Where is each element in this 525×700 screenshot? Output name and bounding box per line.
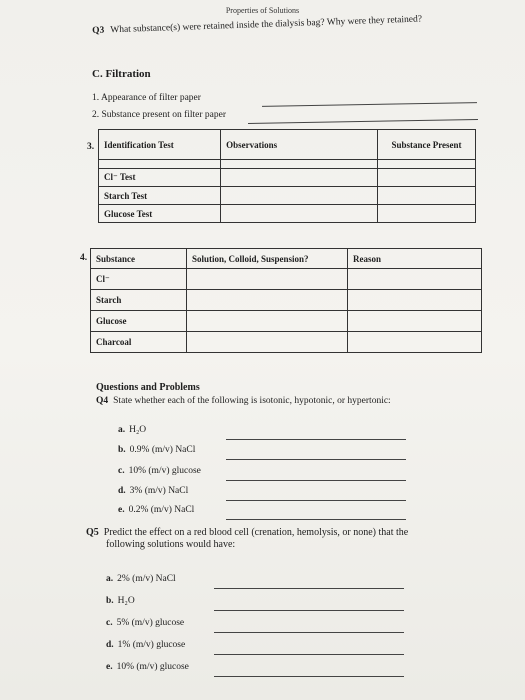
classification-table	[90, 248, 482, 353]
question-q5	[86, 527, 486, 551]
substance-cell[interactable]	[378, 187, 476, 205]
q5-line2: following solutions would have:	[106, 539, 236, 550]
identification-table	[98, 129, 476, 223]
answer-line-q4-a[interactable]	[226, 439, 406, 440]
table-header-cell: Observations	[221, 130, 378, 160]
table-header-cell: Solution, Colloid, Suspension?	[187, 249, 348, 269]
table-header-cell: Identification Test	[99, 130, 221, 160]
answer-line-q5-a[interactable]	[214, 588, 404, 589]
answer-line-q5-b[interactable]	[214, 610, 404, 611]
answer-line-filter-substance[interactable]	[248, 119, 478, 124]
classification-cell[interactable]	[187, 311, 348, 332]
reason-cell[interactable]	[348, 311, 482, 332]
table-cell: Charcoal	[91, 332, 187, 353]
table-cell: Cl⁻	[91, 269, 187, 290]
q5-option-a: a. 2% (m/v) NaCl	[106, 574, 176, 584]
q5-option-e: e. 10% (m/v) glucose	[106, 662, 189, 672]
reason-cell[interactable]	[348, 290, 482, 311]
substance-cell[interactable]	[378, 169, 476, 187]
q4-option-c: c. 10% (m/v) glucose	[118, 466, 201, 476]
q4-text: State whether each of the following is isotonic, hypotonic, or hypertonic:	[113, 396, 391, 406]
table-header-cell: Reason	[348, 249, 482, 269]
q4-option-e: e. 0.2% (m/v) NaCl	[118, 505, 195, 515]
answer-line-q4-e[interactable]	[226, 519, 406, 520]
q4-option-b: b. 0.9% (m/v) NaCl	[118, 445, 196, 455]
table-header-cell: Substance	[91, 249, 187, 269]
table-row	[91, 311, 482, 332]
table-cell: Glucose Test	[99, 205, 221, 223]
observation-cell[interactable]	[221, 169, 378, 187]
table-row	[91, 290, 482, 311]
filtration-title: C. Filtration	[92, 68, 151, 80]
table-row	[91, 269, 482, 290]
question-q4	[96, 396, 391, 406]
q5-option-b: b. H₂O	[106, 596, 135, 606]
classification-cell[interactable]	[187, 290, 348, 311]
reason-cell[interactable]	[348, 269, 482, 290]
filtration-item-1: 1. Appearance of filter paper	[92, 93, 201, 103]
reason-cell[interactable]	[348, 332, 482, 353]
table-cell: Starch	[91, 290, 187, 311]
question-q3	[92, 14, 422, 36]
classification-cell[interactable]	[187, 332, 348, 353]
table-row	[99, 169, 476, 187]
q5-line1: Predict the effect on a red blood cell (crenation, hemolysis, or none) that the	[103, 527, 409, 538]
q5-option-d: d. 1% (m/v) glucose	[106, 640, 186, 650]
questions-title: Questions and Problems	[96, 382, 200, 393]
table-row	[91, 332, 482, 353]
table-spacer-row	[99, 160, 476, 169]
answer-line-filter-appearance[interactable]	[262, 102, 477, 107]
q4-option-a: a. H₂O	[118, 425, 147, 435]
answer-line-q5-e[interactable]	[214, 676, 404, 677]
filtration-item-2: 2. Substance present on filter paper	[92, 110, 227, 120]
answer-line-q4-c[interactable]	[226, 480, 406, 481]
q3-text: What substance(s) were retained inside the dialysis bag? Why were they retained?	[110, 14, 423, 36]
table3-number: 3.	[87, 142, 95, 152]
q4-number: Q4	[96, 396, 109, 406]
substance-cell[interactable]	[378, 205, 476, 223]
classification-cell[interactable]	[187, 269, 348, 290]
table-cell: Starch Test	[99, 187, 221, 205]
table-cell: Cl⁻ Test	[99, 169, 221, 187]
answer-line-q5-d[interactable]	[214, 654, 404, 655]
table-cell: Glucose	[91, 311, 187, 332]
table-header-row	[99, 130, 476, 160]
table-row	[99, 187, 476, 205]
observation-cell[interactable]	[221, 187, 378, 205]
q5-option-c: c. 5% (m/v) glucose	[106, 618, 185, 628]
table-header-row	[91, 249, 482, 269]
q5-number: Q5	[86, 527, 99, 538]
answer-line-q4-b[interactable]	[226, 459, 406, 460]
table-header-cell: Substance Present	[378, 130, 476, 160]
table4-number: 4.	[80, 253, 88, 263]
table-row	[99, 205, 476, 223]
answer-line-q5-c[interactable]	[214, 632, 404, 633]
observation-cell[interactable]	[221, 205, 378, 223]
answer-line-q4-d[interactable]	[226, 500, 406, 501]
q3-number: Q3	[92, 25, 105, 36]
q4-option-d: d. 3% (m/v) NaCl	[118, 486, 189, 496]
page-header: Properties of Solutions	[225, 6, 300, 15]
